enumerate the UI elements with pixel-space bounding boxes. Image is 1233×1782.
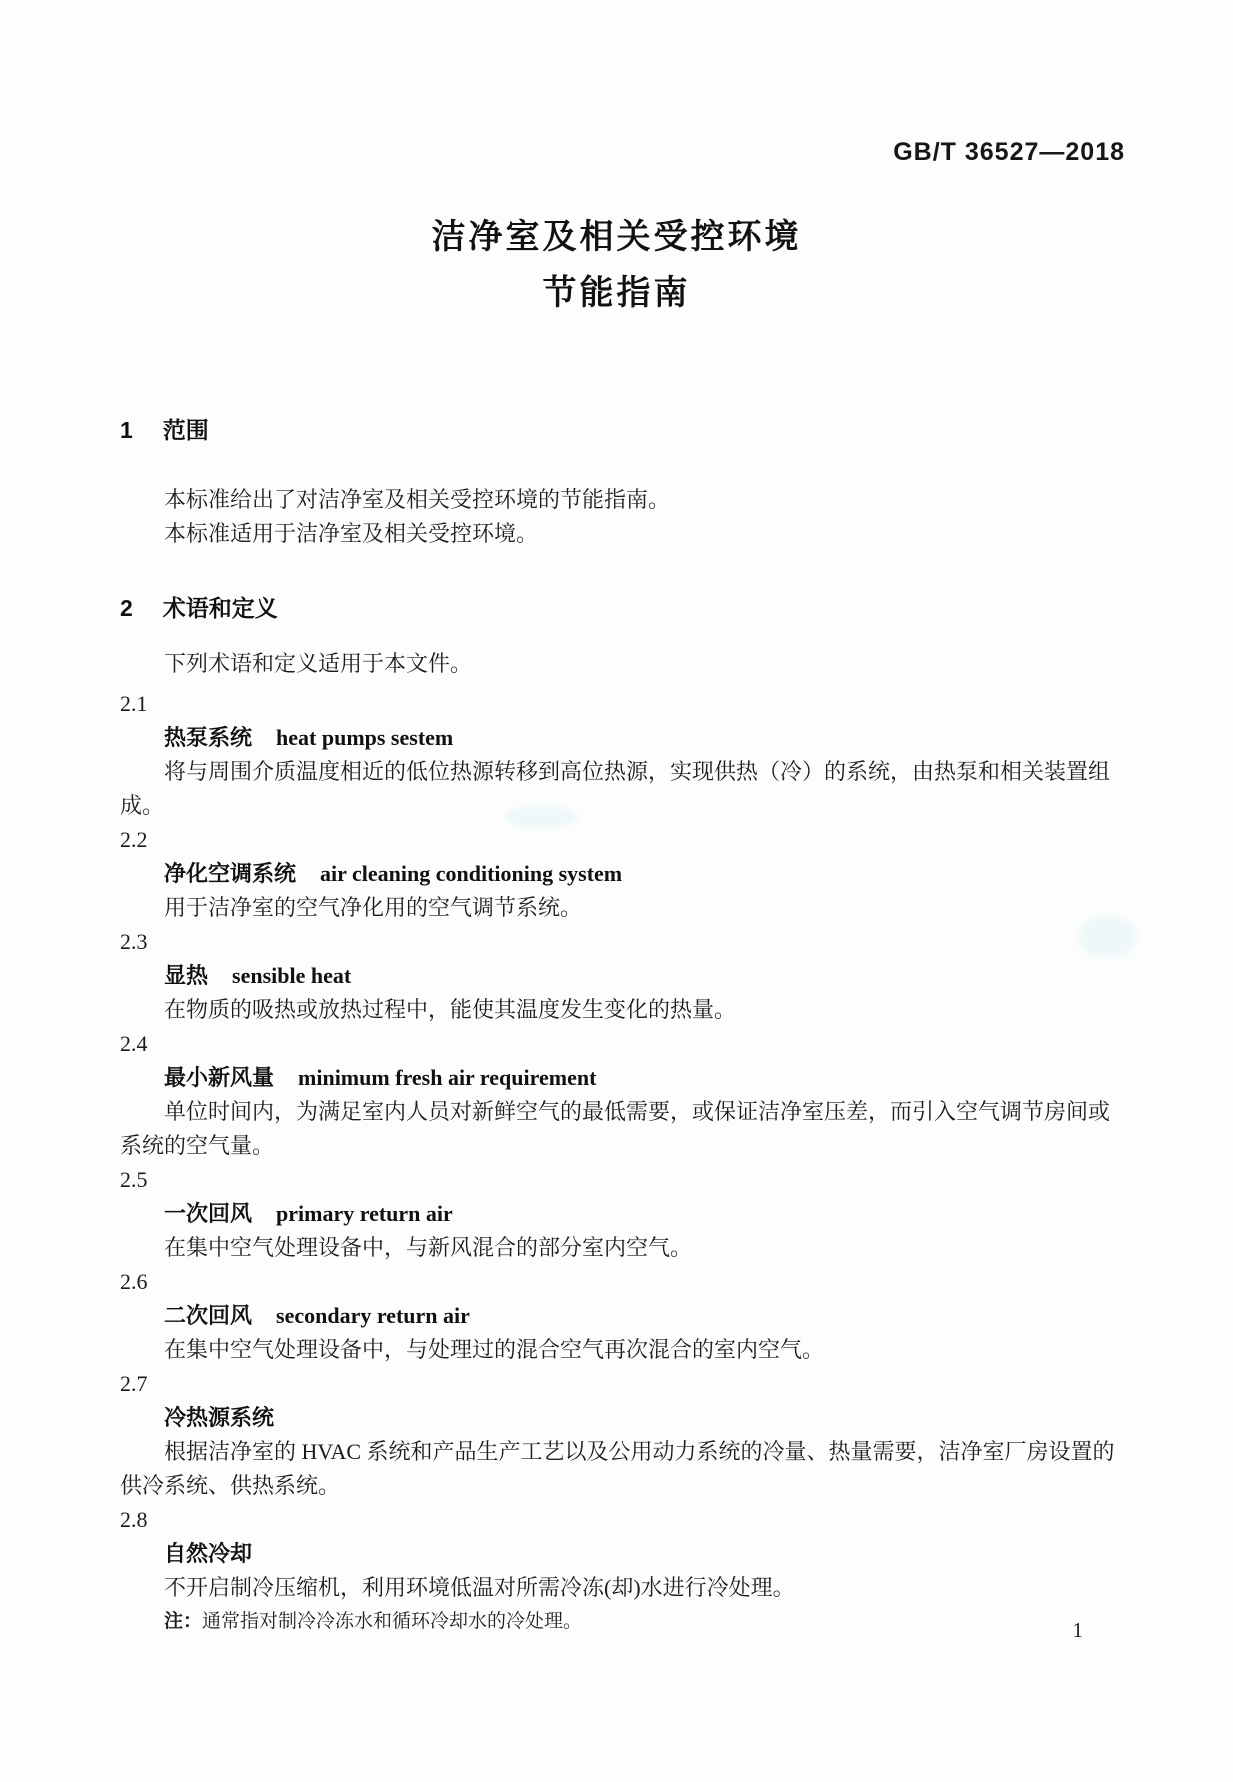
term-number: 2.3 xyxy=(120,929,148,954)
term-title-en: minimum fresh air requirement xyxy=(298,1065,597,1090)
term-number: 2.1 xyxy=(120,691,148,716)
term-definition: 不开启制冷压缩机，利用环境低温对所需冷冻(却)水进行冷处理。 xyxy=(164,1575,795,1600)
term-note xyxy=(164,1605,1120,1638)
term-entry xyxy=(120,1265,1120,1367)
document-title-line1: 洁净室及相关受控环境 xyxy=(431,218,802,256)
term-number: 2.6 xyxy=(120,1269,148,1294)
paragraph: 本标准适用于洁净室及相关受控环境。 xyxy=(164,521,539,546)
document-body xyxy=(120,413,1120,1638)
term-definition: 将与周围介质温度相近的低位热源转移到高位热源，实现供热（冷）的系统，由热泵和相关装置组成。 xyxy=(120,759,1111,818)
term-title-zh: 一次回风 xyxy=(164,1201,253,1226)
section-number: 1 xyxy=(120,417,133,443)
term-number: 2.4 xyxy=(120,1031,148,1056)
scan-artifact xyxy=(505,806,577,828)
term-definition: 单位时间内，为满足室内人员对新鲜空气的最低需要，或保证洁净室压差，而引入空气调节房间或系统的空气量。 xyxy=(120,1099,1111,1158)
term-title-zh: 二次回风 xyxy=(164,1303,253,1328)
term-title-zh: 冷热源系统 xyxy=(164,1405,275,1430)
term-entry xyxy=(120,823,1120,925)
term-entry xyxy=(120,925,1120,1027)
term-title-zh: 显热 xyxy=(164,963,209,988)
term-title-en: sensible heat xyxy=(232,963,352,988)
term-definition: 根据洁净室的 HVAC 系统和产品生产工艺以及公用动力系统的冷量、热量需要，洁净室厂房设置的供冷系统、供热系统。 xyxy=(120,1439,1115,1498)
term-entry xyxy=(120,687,1120,823)
term-title xyxy=(120,1061,1120,1095)
term-title xyxy=(120,857,1120,891)
term-definition: 在物质的吸热或放热过程中，能使其温度发生变化的热量。 xyxy=(164,997,737,1022)
note-text: 通常指对制冷冷冻水和循环冷却水的冷处理。 xyxy=(202,1611,583,1632)
paragraph: 本标准给出了对洁净室及相关受控环境的节能指南。 xyxy=(164,487,671,512)
term-number: 2.5 xyxy=(120,1167,148,1192)
section-heading-terms xyxy=(120,591,1120,625)
scan-artifact xyxy=(1078,916,1136,958)
term-title-zh: 自然冷却 xyxy=(164,1541,253,1566)
term-title xyxy=(120,1197,1120,1231)
term-title-zh: 净化空调系统 xyxy=(164,861,297,886)
term-number: 2.2 xyxy=(120,827,148,852)
term-title-en: air cleaning conditioning system xyxy=(320,861,623,886)
term-number: 2.7 xyxy=(120,1371,148,1396)
standard-code: GB/T 36527—2018 xyxy=(893,138,1125,166)
term-entry xyxy=(120,1367,1120,1503)
term-title xyxy=(120,1537,1120,1571)
section-number: 2 xyxy=(120,595,133,621)
term-title-zh: 最小新风量 xyxy=(164,1065,275,1090)
document-title-line2: 节能指南 xyxy=(542,274,691,312)
term-title xyxy=(120,959,1120,993)
term-definition: 在集中空气处理设备中，与新风混合的部分室内空气。 xyxy=(164,1235,693,1260)
note-label: 注： xyxy=(164,1611,203,1632)
term-entry xyxy=(120,1163,1120,1265)
term-definition: 在集中空气处理设备中，与处理过的混合空气再次混合的室内空气。 xyxy=(164,1337,825,1362)
term-title-zh: 热泵系统 xyxy=(164,725,253,750)
term-title-en: secondary return air xyxy=(276,1303,470,1328)
term-title-en: heat pumps sestem xyxy=(276,725,454,750)
term-entry xyxy=(120,1027,1120,1163)
term-number: 2.8 xyxy=(120,1507,148,1532)
section-title: 范围 xyxy=(162,417,209,443)
term-title xyxy=(120,1401,1120,1435)
terms-intro: 下列术语和定义适用于本文件。 xyxy=(164,651,473,676)
term-title-en: primary return air xyxy=(276,1201,453,1226)
term-entry xyxy=(120,1503,1120,1638)
page-number: 1 xyxy=(1072,1618,1083,1642)
term-title xyxy=(120,721,1120,755)
section-title: 术语和定义 xyxy=(162,595,278,621)
term-title xyxy=(120,1299,1120,1333)
section-heading-scope xyxy=(120,413,1120,447)
term-definition: 用于洁净室的空气净化用的空气调节系统。 xyxy=(164,895,583,920)
